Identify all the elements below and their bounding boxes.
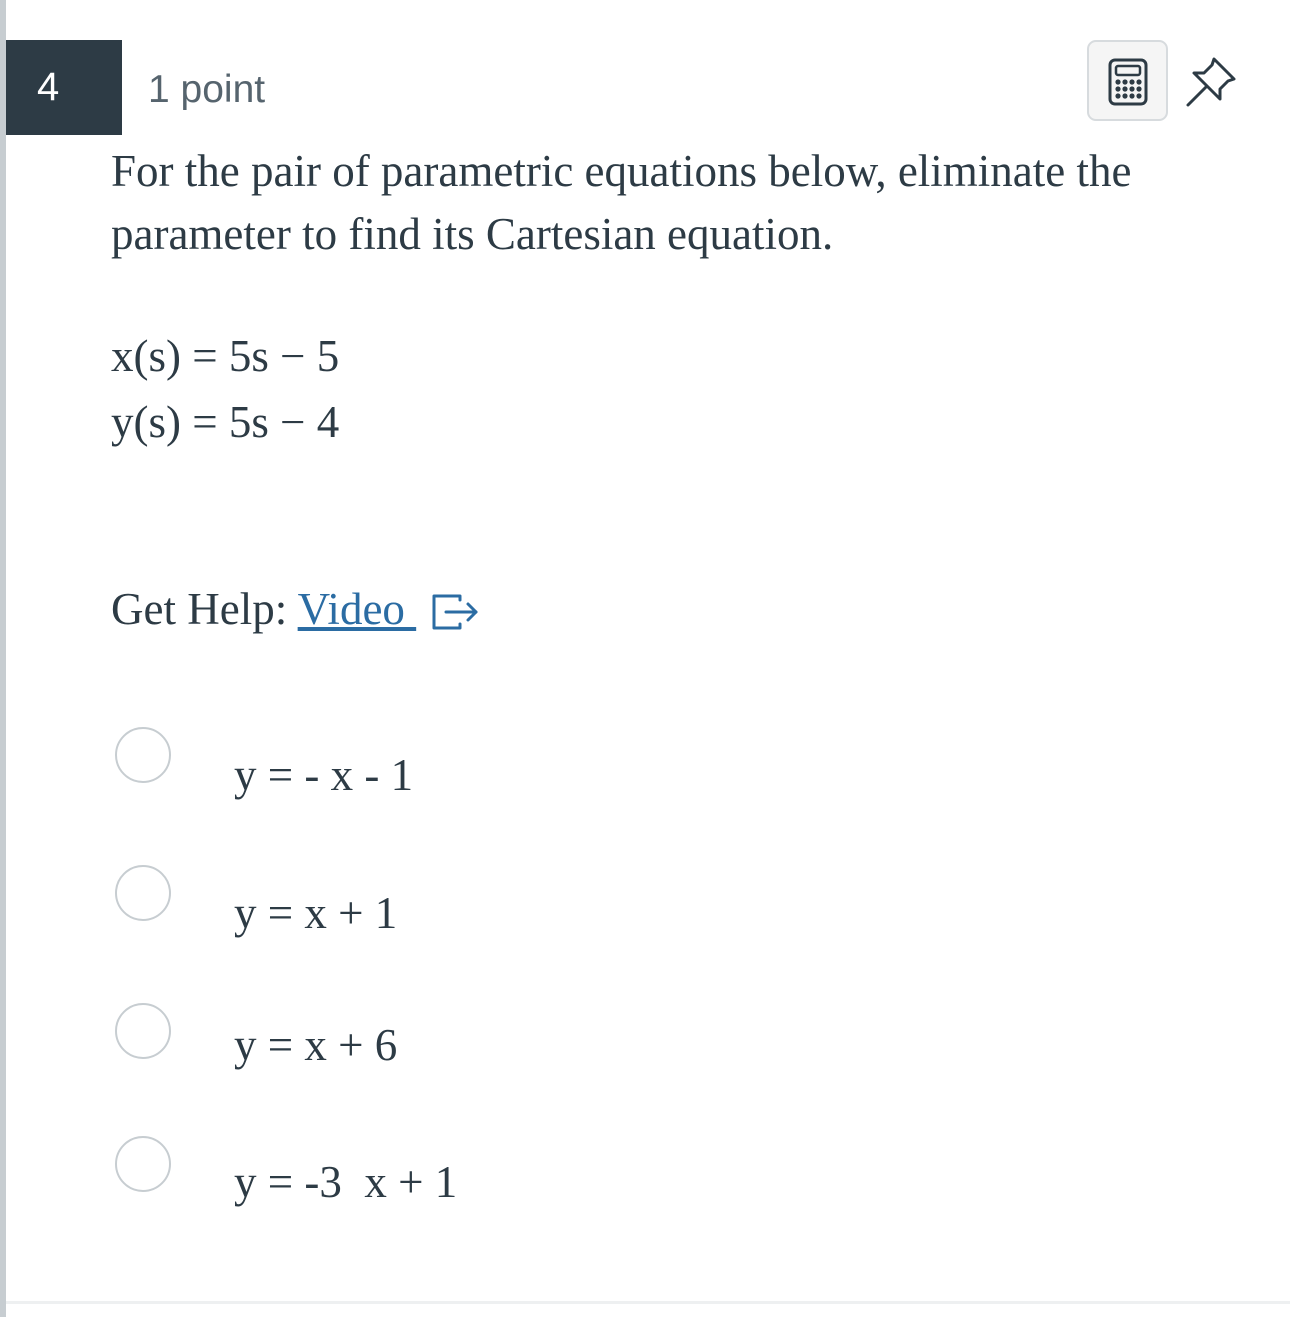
get-help <box>111 580 480 646</box>
external-link-icon[interactable] <box>430 588 480 646</box>
radio-button[interactable] <box>115 727 171 783</box>
question-points: 1 point <box>148 68 266 111</box>
answer-label: y = x + 1 <box>234 888 398 938</box>
radio-button[interactable] <box>115 1003 171 1059</box>
video-link[interactable]: Video <box>297 584 417 634</box>
calculator-icon <box>1108 58 1148 106</box>
radio-button[interactable] <box>115 865 171 921</box>
question-prompt: For the pair of parametric equations below, eliminate the parameter to find its Cartesian equation. <box>111 146 1132 259</box>
answer-option[interactable] <box>112 1136 712 1206</box>
question-number: 4 <box>6 40 122 135</box>
answer-label: y = -3 x + 1 <box>234 1157 458 1207</box>
answer-option[interactable] <box>112 865 712 938</box>
answer-label: y = x + 6 <box>234 1020 398 1070</box>
left-border <box>0 0 6 1317</box>
radio-button[interactable] <box>115 1136 171 1192</box>
equation-y: y(s) = 5s − 4 <box>111 397 340 447</box>
answer-option[interactable] <box>112 1003 712 1073</box>
pin-button[interactable] <box>1184 55 1238 109</box>
calculator-button[interactable] <box>1087 40 1168 121</box>
pin-icon <box>1184 55 1238 109</box>
equation-x: x(s) = 5s − 5 <box>111 331 340 381</box>
bottom-divider <box>6 1301 1290 1304</box>
get-help-label: Get Help: <box>111 584 298 634</box>
answer-label: y = - x - 1 <box>234 750 414 800</box>
answer-option[interactable] <box>112 727 712 800</box>
